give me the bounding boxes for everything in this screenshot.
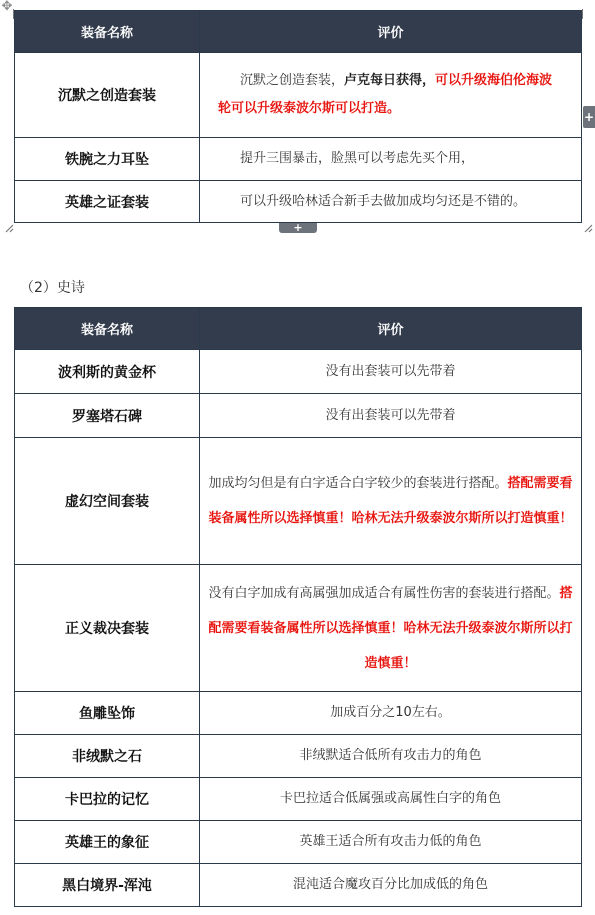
table-row <box>15 778 582 821</box>
equipment-review <box>200 438 582 565</box>
table-row <box>15 181 582 223</box>
table-row <box>15 394 582 438</box>
review-text-highlight: 可以升级海伯伦海波轮可以升级泰波尔斯可以打造。 <box>218 73 553 116</box>
resize-corner-icon[interactable] <box>584 224 593 233</box>
equipment-review <box>200 138 582 181</box>
move-arrows-icon[interactable]: ✥ <box>1 0 13 14</box>
table-row <box>15 565 582 692</box>
equipment-table-2 <box>14 307 582 907</box>
equipment-name: 正义裁决套装 <box>15 565 200 692</box>
column-header-name: 装备名称 <box>15 308 200 350</box>
equipment-review: 非绒默适合低所有攻击力的角色 <box>200 735 582 778</box>
review-text-highlight: 搭配需要看装备属性所以选择慎重！哈林无法升级泰波尔斯所以打造慎重！ <box>208 476 573 526</box>
table-row <box>15 138 582 181</box>
column-header-review: 评价 <box>200 308 582 350</box>
equipment-review: 英雄王适合所有攻击力低的角色 <box>200 821 582 864</box>
equipment-review <box>200 53 582 138</box>
column-header-review: 评价 <box>200 11 582 53</box>
table-row <box>15 735 582 778</box>
equipment-review: 没有出套装可以先带着 <box>200 394 582 438</box>
review-text-bold: 卢克每日获得， <box>344 73 436 88</box>
table-header-row <box>15 308 582 350</box>
equipment-name: 非绒默之石 <box>15 735 200 778</box>
table-row <box>15 350 582 394</box>
table-row <box>15 692 582 735</box>
equipment-name: 虚幻空间套装 <box>15 438 200 565</box>
equipment-name: 罗塞塔石碑 <box>15 394 200 438</box>
equipment-review: 卡巴拉适合低属强或高属性白字的角色 <box>200 778 582 821</box>
equipment-name: 英雄王的象征 <box>15 821 200 864</box>
table-header-row <box>15 11 582 53</box>
review-text: 加成均匀但是有白字适合白字较少的套装进行搭配。 <box>208 476 508 491</box>
insert-column-button[interactable]: + <box>583 106 595 128</box>
equipment-name: 铁腕之力耳坠 <box>15 138 200 181</box>
equipment-name: 卡巴拉的记忆 <box>15 778 200 821</box>
resize-corner-icon[interactable] <box>5 224 14 233</box>
equipment-review: 加成百分之10左右。 <box>200 692 582 735</box>
equipment-review: 混沌适合魔攻百分比加成低的角色 <box>200 864 582 907</box>
section-heading-epic: （2）史诗 <box>20 280 85 296</box>
review-text-highlight: 搭配需要看装备属性所以选择慎重！哈林无法升级泰波尔斯所以打造慎重！ <box>208 585 573 671</box>
insert-row-button[interactable]: + <box>279 223 317 233</box>
equipment-name: 鱼雕坠饰 <box>15 692 200 735</box>
review-text: 可以升级哈林适合新手去做加成均匀还是不错的。 <box>240 193 527 209</box>
review-text: 沉默之创造套装， <box>240 73 345 88</box>
equipment-review: 没有出套装可以先带着 <box>200 350 582 394</box>
equipment-name: 波利斯的黄金杯 <box>15 350 200 394</box>
equipment-table-1 <box>14 10 582 223</box>
equipment-review <box>200 565 582 692</box>
equipment-review <box>200 181 582 223</box>
equipment-name: 沉默之创造套装 <box>15 53 200 138</box>
table-row <box>15 821 582 864</box>
review-text: 没有白字加成有高属强加成适合有属性伤害的套装进行搭配。 <box>208 585 560 601</box>
table-row <box>15 53 582 138</box>
table-row <box>15 864 582 907</box>
right-edge-marker <box>582 9 583 19</box>
table-row <box>15 438 582 565</box>
column-header-name: 装备名称 <box>15 11 200 53</box>
equipment-name: 黑白境界-浑沌 <box>15 864 200 907</box>
review-text: 提升三围暴击，脸黑可以考虑先买个用， <box>240 151 475 166</box>
equipment-name: 英雄之证套装 <box>15 181 200 223</box>
